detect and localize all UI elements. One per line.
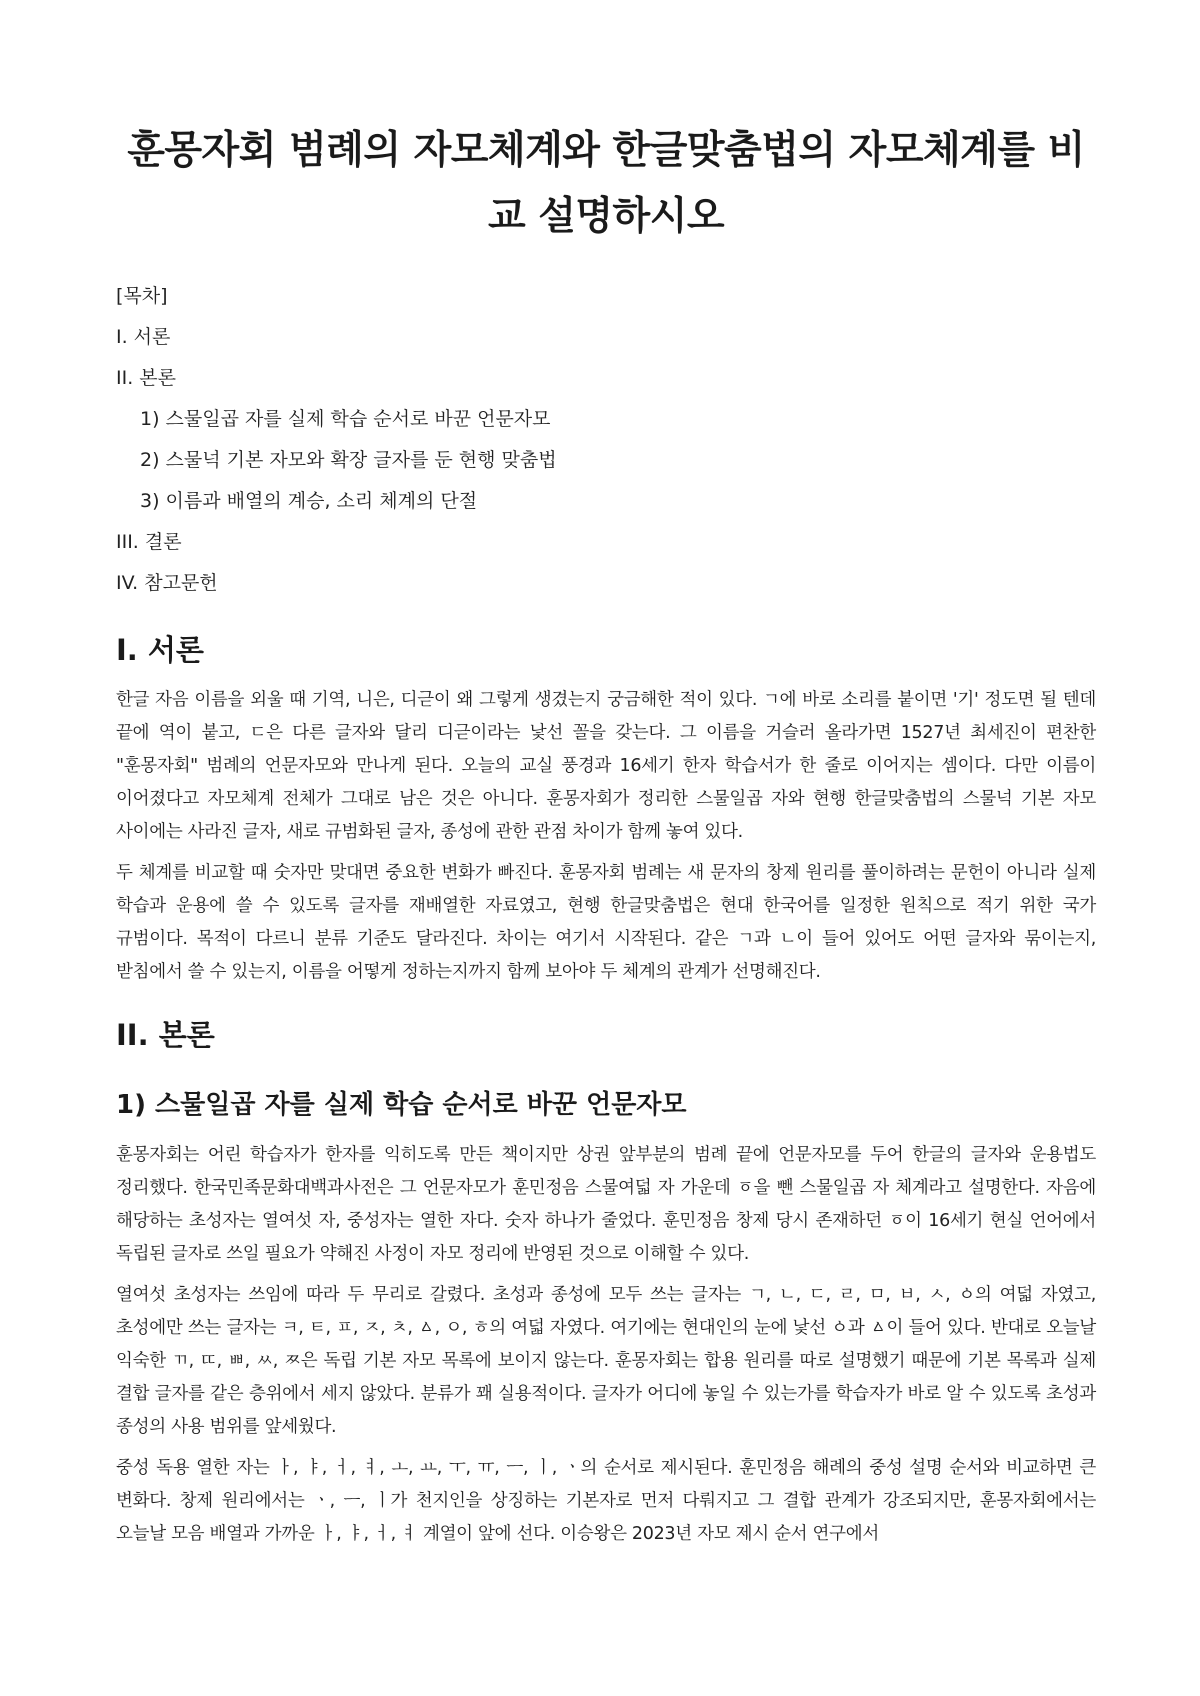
subsection-heading: 1) 스물일곱 자를 실제 학습 순서로 바꾼 언문자모 xyxy=(116,1090,687,1120)
paragraph: 열여섯 초성자는 쓰임에 따라 두 무리로 갈렸다. 초성과 종성에 모두 쓰는 글자는 ㄱ, ㄴ, ㄷ, ㄹ, ㅁ, ㅂ, ㅅ, ㆁ의 여덟 자였고, 초성에만 쓰는 글자는 ㅋ, ㅌ, ㅍ, ㅈ, ㅊ, ㅿ, ㅇ, ㅎ의 여덟 자였다. 여기에는 현대인의 눈에 낯선 ㆁ과 ㅿ이 들어 있다. 반대로 오늘날 익숙한 ㄲ, ㄸ, ㅃ, ㅆ, ㅉ은 독립 기본 자모 목록에 보이지 않는다. 훈몽자회는 합용 원리를 따로 설명했기 때문에 기본 목록과 실제 결합 글자를 같은 층위에서 세지 않았다. 분류가 꽤 실용적이다. 글자가 어디에 놓일 수 있는가를 학습자가 바로 알 수 있도록 초성과 종성의 사용 범위를 앞세웠다. xyxy=(116,1285,1096,1437)
toc-item: 3) 이름과 배열의 계승, 소리 체계의 단절 xyxy=(140,490,478,512)
section-heading-body: II. 본론 xyxy=(116,1018,215,1052)
paragraph: 훈몽자회는 어린 학습자가 한자를 익히도록 만든 책이지만 상권 앞부분의 범례 끝에 언문자모를 두어 한글의 글자와 운용법도 정리했다. 한국민족문화대백과사전은 그 언문자모가 훈민정음 스물여덟 자 가운데 ㆆ을 뺀 스물일곱 자 체계라고 설명한다. 자음에 해당하는 초성자는 열여섯 자, 중성자는 열한 자다. 숫자 하나가 줄었다. 훈민정음 창제 당시 존재하던 ㆆ이 16세기 현실 언어에서 독립된 글자로 쓰일 필요가 약해진 사정이 자모 정리에 반영된 것으로 이해할 수 있다. xyxy=(116,1145,1097,1264)
paragraph: 두 체계를 비교할 때 숫자만 맞대면 중요한 변화가 빠진다. 훈몽자회 범례는 새 문자의 창제 원리를 풀이하려는 문헌이 아니라 실제 학습과 운용에 쓸 수 있도록 글자를 재배열한 자료였고, 현행 한글맞춤법은 현대 한국어를 일정한 원칙으로 적기 위한 국가 규범이다. 목적이 다르니 분류 기준도 달라진다. 차이는 여기서 시작된다. 같은 ㄱ과 ㄴ이 들어 있어도 어떤 글자와 묶이는지, 받침에서 쓸 수 있는지, 이름을 어떻게 정하는지까지 함께 보아야 두 체계의 관계가 선명해진다. xyxy=(116,863,1096,982)
toc-item: 1) 스물일곱 자를 실제 학습 순서로 바꾼 언문자모 xyxy=(140,408,551,430)
paragraph: 한글 자음 이름을 외울 때 기역, 니은, 디귿이 왜 그렇게 생겼는지 궁금해한 적이 있다. ㄱ에 바로 소리를 붙이면 '기' 정도면 될 텐데 끝에 역이 붙고, ㄷ은 다른 글자와 달리 디귿이라는 낯선 꼴을 갖는다. 그 이름을 거슬러 올라가면 1527년 최세진이 편찬한 "훈몽자회" 범례의 언문자모와 만나게 된다. 오늘의 교실 풍경과 16세기 한자 학습서가 한 줄로 이어지는 셈이다. 다만 이름이 이어졌다고 자모체계 전체가 그대로 남은 것은 아니다. 훈몽자회가 정리한 스물일곱 자와 현행 한글맞춤법의 스물넉 기본 자모 사이에는 사라진 글자, 새로 규범화된 글자, 종성에 관한 관점 차이가 함께 놓여 있다. xyxy=(116,690,1096,842)
section-heading-intro: I. 서론 xyxy=(116,633,204,667)
paragraph: 중성 독용 열한 자는 ㅏ, ㅑ, ㅓ, ㅕ, ㅗ, ㅛ, ㅜ, ㅠ, ㅡ, ㅣ, ㆍ의 순서로 제시된다. 훈민정음 해례의 중성 설명 순서와 비교하면 큰 변화다. 창제 원리에서는 ㆍ, ㅡ, ㅣ가 천지인을 상징하는 기본자로 먼저 다뤄지고 그 결합 관계가 강조되지만, 훈몽자회에서는 오늘날 모음 배열과 가까운 ㅏ, ㅑ, ㅓ, ㅕ 계열이 앞에 선다. 이승왕은 2023년 자모 제시 순서 연구에서 xyxy=(116,1458,1096,1544)
table-of-contents xyxy=(116,276,1096,604)
toc-item: II. 본론 xyxy=(116,367,176,389)
toc-item: IV. 참고문헌 xyxy=(116,572,218,594)
toc-item: 2) 스물넉 기본 자모와 확장 글자를 둔 현행 맞춤법 xyxy=(140,449,557,471)
toc-heading: [목차] xyxy=(116,285,168,307)
toc-item: III. 결론 xyxy=(116,531,182,553)
toc-item: I. 서론 xyxy=(116,326,171,348)
document-title: 훈몽자회 범례의 자모체계와 한글맞춤법의 자모체계를 비교 설명하시오 xyxy=(127,128,1085,239)
